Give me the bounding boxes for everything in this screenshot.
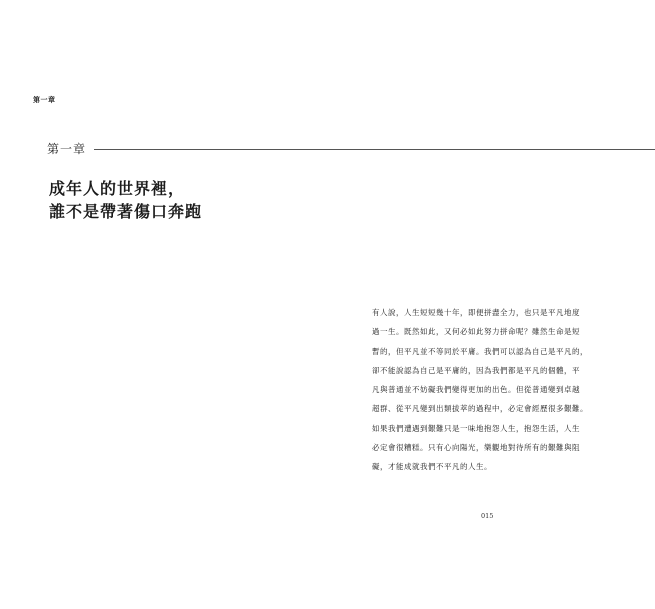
body-line: 過一生。既然如此，又何必如此努力拼命呢？雖然生命是短 [372, 327, 580, 337]
chapter-label: 第一章 [47, 142, 87, 156]
body-line: 超群、從平凡變到出類拔萃的過程中，必定會經歷很多艱難。 [372, 404, 588, 414]
chapter-title [49, 177, 202, 223]
body-paragraph [372, 303, 612, 477]
chapter-title-line: 誰不是帶著傷口奔跑 [49, 202, 203, 221]
body-line: 卻不能說認為自己是平庸的，因為我們都是平凡的個體，平 [372, 365, 580, 375]
page-number: 015 [481, 512, 494, 520]
body-line: 凡與普通並不妨礙我們變得更加的出色。但從普通變到卓越 [372, 385, 580, 395]
body-line: 礙，才能成就我們不平凡的人生。 [372, 462, 492, 472]
chapter-divider-rule [94, 149, 655, 150]
body-line: 如果我們遭遇到艱難只是一味地抱怨人生，抱怨生活，人生 [372, 423, 580, 433]
body-line: 有人說，人生短短幾十年，即便拼盡全力，也只是平凡地度 [372, 308, 580, 317]
body-line: 暫的，但平凡並不等同於平庸。我們可以認為自己是平凡的， [372, 346, 588, 356]
chapter-title-line: 成年人的世界裡， [49, 179, 186, 198]
body-line: 必定會很糟糕。只有心向陽光，樂觀地對待所有的艱難與阻 [372, 443, 580, 453]
chapter-heading [47, 141, 655, 157]
running-head: 第一章 [33, 95, 56, 104]
